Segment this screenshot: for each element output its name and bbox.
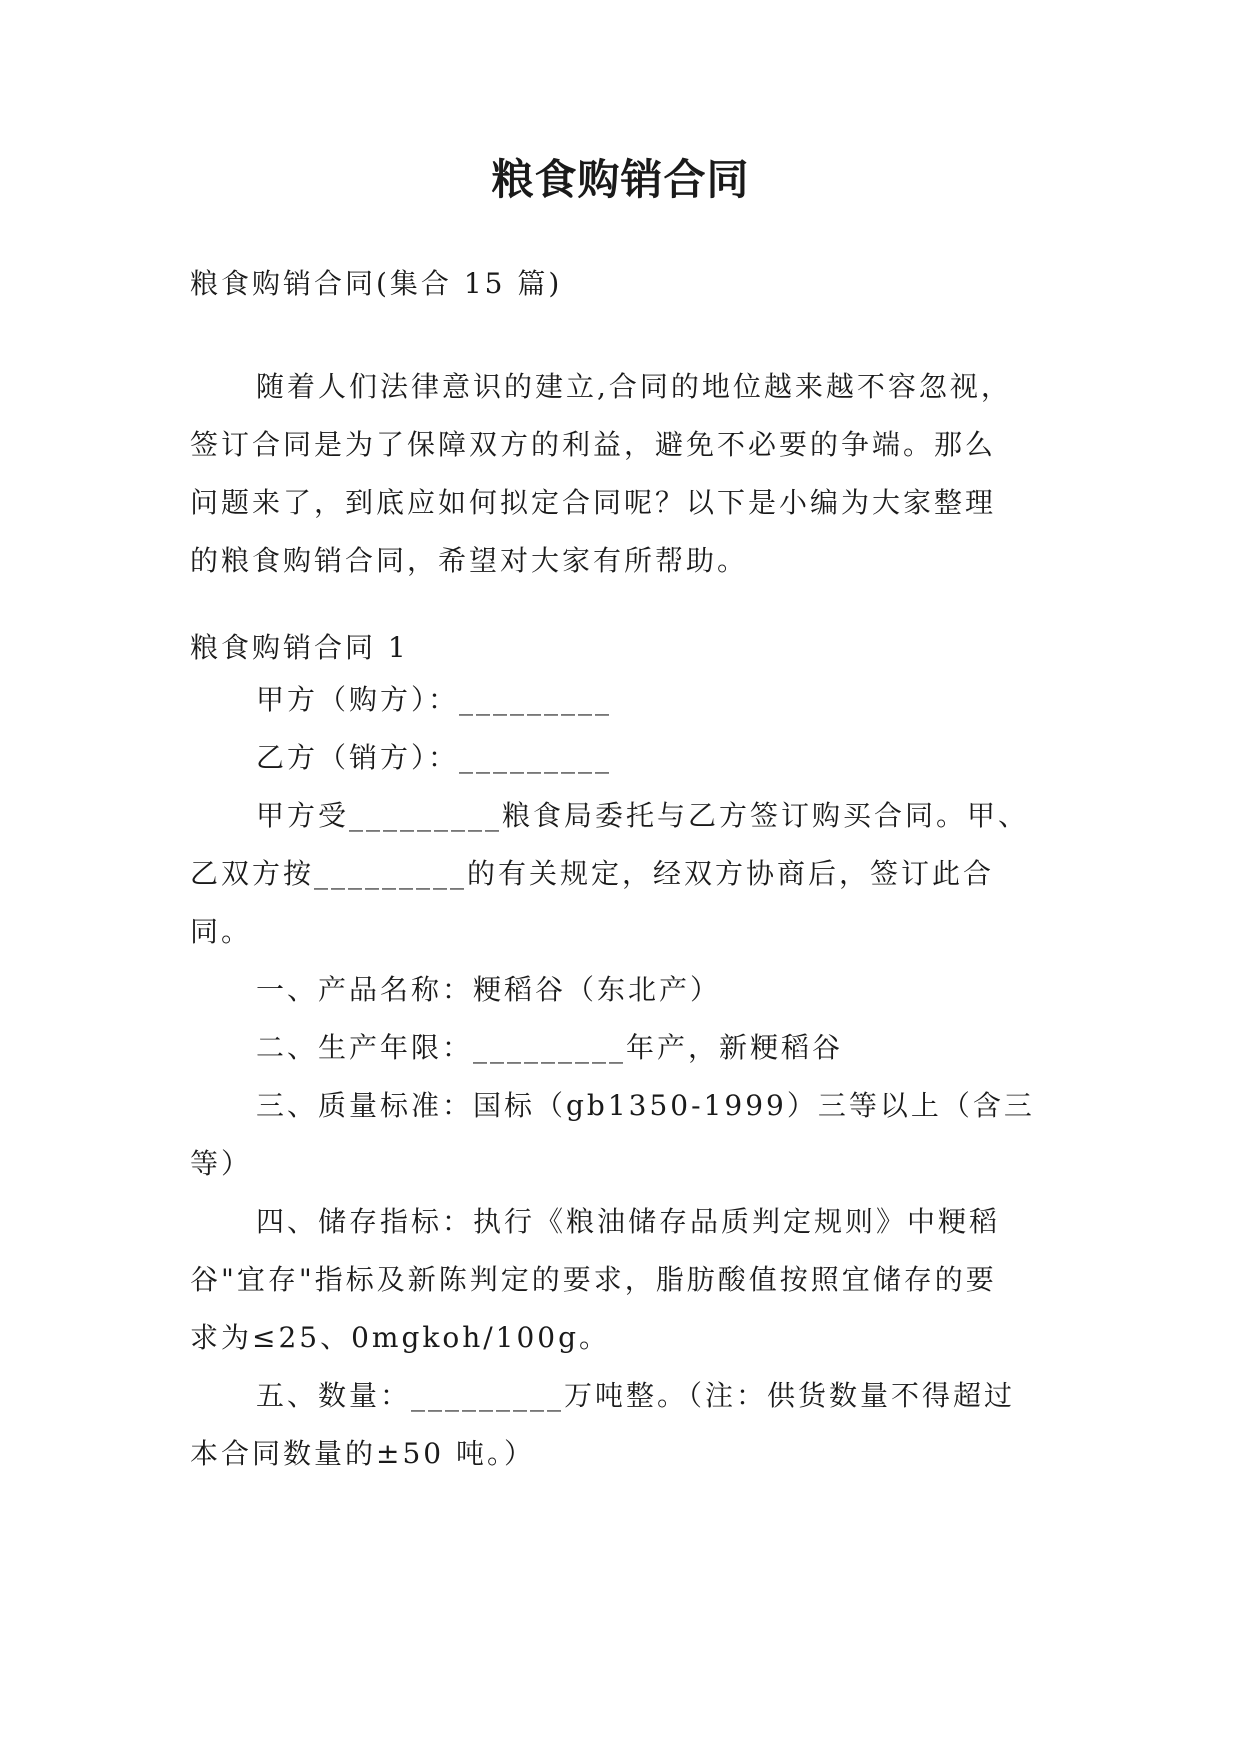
contract-text-line: 甲方受_________粮食局委托与乙方签订购买合同。甲、 <box>256 799 1030 832</box>
contract-body <box>190 671 1050 1483</box>
intro-line: 的粮食购销合同，希望对大家有所帮助。 <box>190 544 749 577</box>
buyer-party-line: 甲方（购方）：_________ <box>256 683 613 716</box>
contract-text-line: 同。 <box>190 915 253 948</box>
clause-storage-index-cont: 求为≤25、0mgkoh/100g。 <box>190 1321 611 1354</box>
intro-line: 签订合同是为了保障双方的利益，避免不必要的争端。那么 <box>190 428 997 461</box>
clause-quantity: 五、数量：_________万吨整。（注：供货数量不得超过 <box>256 1379 1016 1412</box>
clause-quality-standard-cont: 等） <box>190 1147 253 1180</box>
clause-storage-index: 四、储存指标：执行《粮油储存品质判定规则》中粳稻 <box>256 1205 1001 1238</box>
clause-quality-standard: 三、质量标准：国标（gb1350-1999）三等以上（含三 <box>256 1089 1035 1122</box>
document-title: 粮食购销合同 <box>491 155 750 204</box>
intro-paragraph <box>190 358 1050 590</box>
clause-storage-index-cont: 谷"宜存"指标及新陈判定的要求，脂肪酸值按照宜储存的要 <box>190 1263 997 1296</box>
intro-line: 问题来了，到底应如何拟定合同呢？以下是小编为大家整理 <box>190 486 997 519</box>
seller-party-line: 乙方（销方）：_________ <box>256 741 613 774</box>
intro-line: 随着人们法律意识的建立,合同的地位越来越不容忽视， <box>256 370 1012 403</box>
subtitle-line: 粮食购销合同(集合 15 篇) <box>190 267 563 300</box>
clause-product-name: 一、产品名称：粳稻谷（东北产） <box>256 973 722 1006</box>
section-heading <box>190 619 1050 677</box>
clause-production-year: 二、生产年限：_________年产，新粳稻谷 <box>256 1031 844 1064</box>
document-subtitle <box>190 255 1050 313</box>
section-heading-text: 粮食购销合同 1 <box>190 631 409 664</box>
clause-quantity-cont: 本合同数量的±50 吨。） <box>190 1437 535 1470</box>
contract-text-line: 乙双方按_________的有关规定，经双方协商后，签订此合 <box>190 857 995 890</box>
